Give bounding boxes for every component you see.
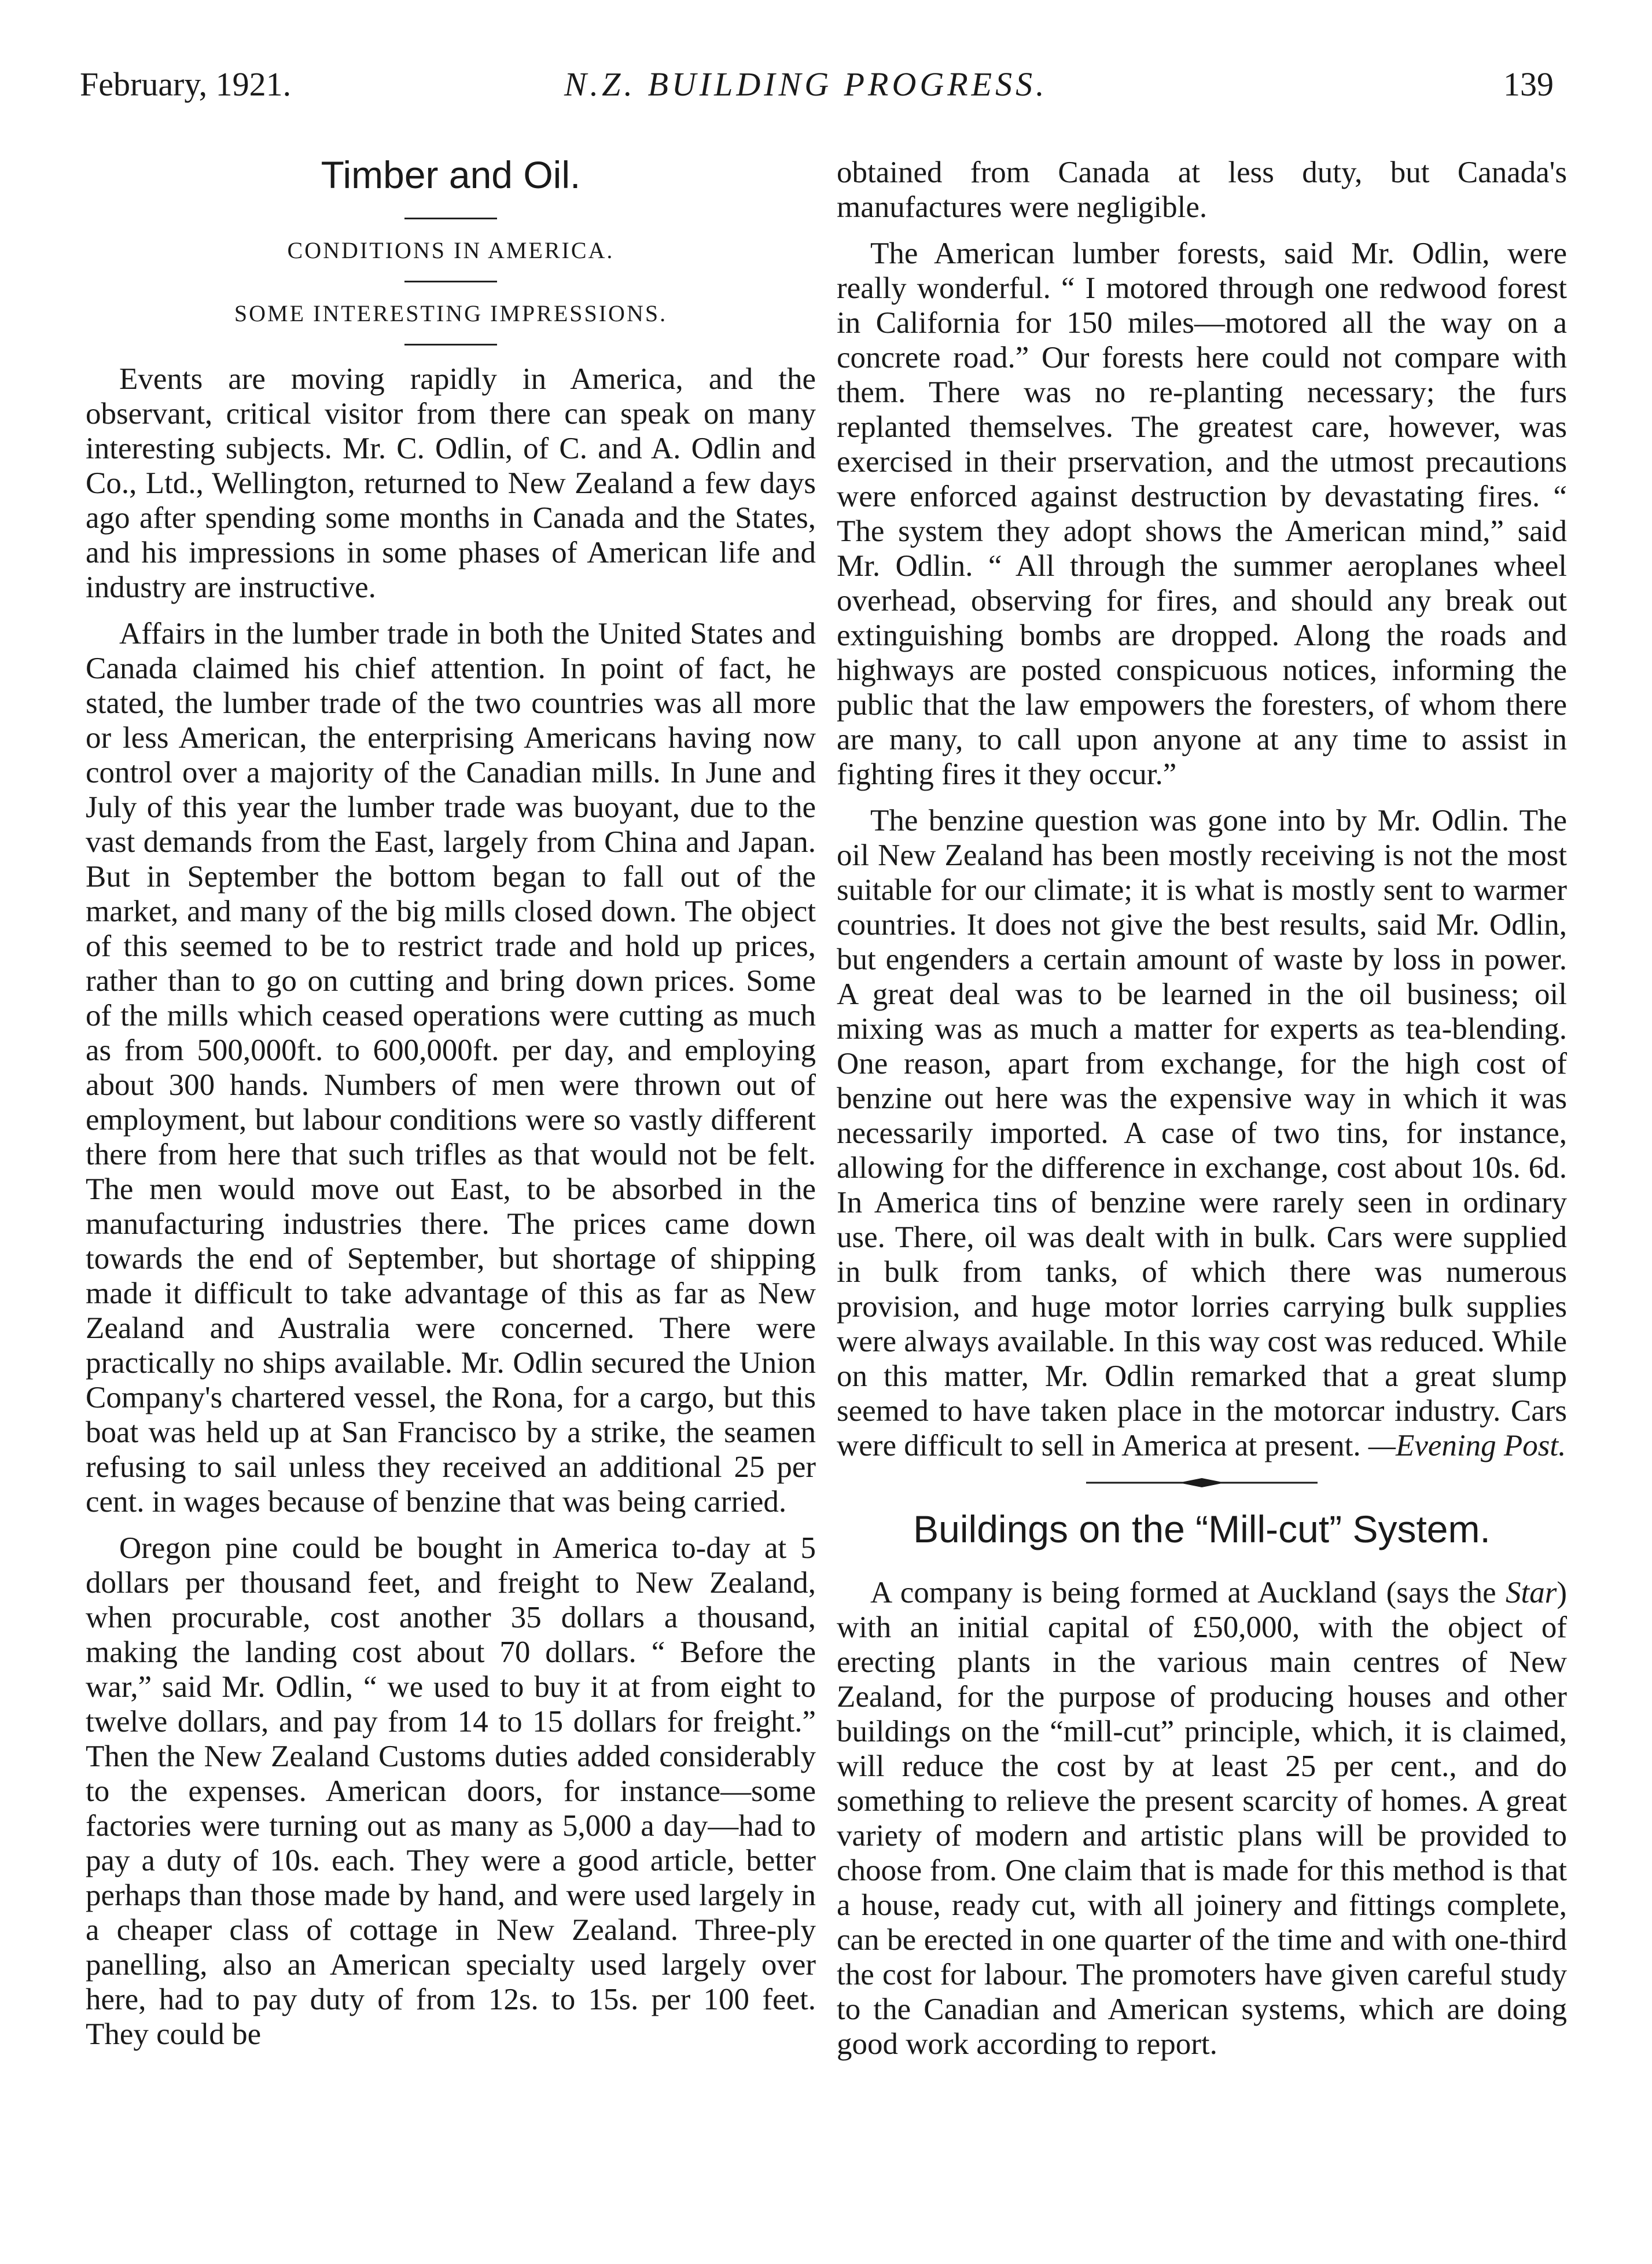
page-number: 139 xyxy=(1503,65,1554,103)
article-subhead: SOME INTERESTING IMPRESSIONS. xyxy=(234,300,668,326)
left-column xyxy=(86,152,816,2063)
issue-date: February, 1921. xyxy=(80,65,292,103)
divider-rule xyxy=(404,218,497,219)
article-title: Buildings on the “Mill-cut” System. xyxy=(913,1508,1491,1550)
paragraph: Affairs in the lumber trade in both the United States and Canada claimed his chief attention. In point of fact, he stated, the lumber trade of the two countries was all more or less American, the enterprising Americans having now control over a majority of the Canadian mills. In June and July of this year the lumber trade was buoyant, due to the vast demands from the East, largely from China and Japan. But in September the bottom began to fall out of the market, and many of the big mills closed down. The object of this seemed to be to restrict trade and hold up prices, rather than to go on cutting and bring down prices. Some of the mills which ceased operations were cutting as much as from 500,000ft. to 600,000ft. per day, and employing about 300 hands. Numbers of men were thrown out of employment, but labour conditions were so vastly different there from here that such trifles as that would not be felt. The men would move out East, to be absorbed in the manufacturing industries there. The prices came down towards the end of September, but shortage of shipping made it difficult to take advantage of this as far as New Zealand and Australia were concerned. There were practically no ships available. Mr. Odlin secured the Union Company's chartered vessel, the Rona, for a cargo, but this boat was held up at San Francisco by a strike, the seamen refusing to sail unless they received an additional 25 per cent. in wages because of benzine that was being carried. xyxy=(86,617,816,1519)
right-column xyxy=(837,155,1567,2073)
paragraph-text: A company is being formed at Auckland (says the xyxy=(870,1576,1506,1609)
source-credit: —Evening Post. xyxy=(1368,1429,1566,1462)
article-title: Timber and Oil. xyxy=(321,153,581,196)
paragraph: The American lumber forests, said Mr. Odlin, were really wonderful. “ I motored through one redwood forest in California for 150 miles—motored all the way on a concrete road.” Our forests here could not compare with them. There was no re-planting necessary; the furs replanted themselves. The greatest care, however, was exercised in their prservation, and the utmost precautions were enforced against destruction by devastating fires. “ The system they adopt shows the American mind,” said Mr. Odlin. “ All through the summer aeroplanes wheel overhead, observing for fires, and should any break out extinguishing bombs are dropped. Along the roads and highways are posted conspicuous notices, informing the public that the law empowers the foresters, of whom there are many, to call upon anyone at any time to assist in fighting fires it they occur.” xyxy=(837,237,1567,791)
newspaper-name: Star xyxy=(1505,1576,1557,1609)
paragraph-text: ) with an initial capital of £50,000, with the object of erecting plants in the various main centres of New Zealand, for the purpose of producing houses and other buildings on the “mill-cut” principle, which, it is claimed, will reduce the cost by at least 25 per cent., and do something to relieve the present scarcity of homes. A great variety of modern and artistic plans will be provided to choose from. One claim that is made for this method is that a house, ready cut, with all joinery and fittings complete, can be erected in one quarter of the time and with one-third the cost for labour. The promoters have given careful study to the Canadian and American systems, which are doing good work according to report. xyxy=(837,1576,1567,2061)
paragraph xyxy=(837,1575,1567,2061)
article-subhead: CONDITIONS IN AMERICA. xyxy=(287,237,615,263)
paragraph: Events are moving rapidly in America, and the observant, critical visitor from there can speak on many interesting subjects. Mr. C. Odlin, of C. and A. Odlin and Co., Ltd., Wellington, returned to New Zealand a few days ago after spending some months in Canada and the States, and his impressions in some phases of American life and industry are instructive. xyxy=(86,362,816,604)
paragraph: obtained from Canada at less duty, but Canada's manufactures were negligible. xyxy=(837,156,1567,224)
paragraph: Oregon pine could be bought in America to-day at 5 dollars per thousand feet, and freight to New Zealand, when procurable, cost another 35 dollars a thousand, making the landing cost about 70 dollars. “ Before the war,” said Mr. Odlin, “ we used to buy it at from eight to twelve dollars, and pay from 14 to 15 dollars for freight.” Then the New Zealand Customs duties added considerably to the expenses. American doors, for instance—some factories were turning out as many as 5,000 a day—had to pay a duty of 10s. each. They were a good article, better perhaps than those made by hand, and were used largely in a cheaper class of cottage in New Zealand. Three-ply panelling, also an American specialty used largely over here, had to pay duty of from 12s. to 15s. per 100 feet. They could be xyxy=(86,1531,816,2051)
divider-rule xyxy=(404,344,497,346)
running-head xyxy=(0,65,1652,117)
divider-rule xyxy=(404,281,497,282)
paragraph-text: The benzine question was gone into by Mr. Odlin. The oil New Zealand has been mostly receiving is not the most suitable for our climate; it is what is mostly sent to warmer countries. It does not give the best results, said Mr. Odlin, but engenders a certain amount of waste by loss in power. A great deal was to be learned in the oil business; oil mixing was as much a matter for experts as tea-blending. One reason, apart from exchange, for the high cost of benzine out here was the expensive way in which it was necessarily imported. A case of two tins, for instance, allowing for the difference in exchange, cost about 10s. 6d. In America tins of benzine were rarely seen in ordinary use. There, oil was dealt with in bulk. Cars were supplied in bulk from tanks, of which there was numerous provision, and huge motor lorries carrying bulk supplies were always available. In this way cost was reduced. While on this matter, Mr. Odlin remarked that a great slump seemed to have taken place in the motorcar industry. Cars were difficult to sell in America at present. xyxy=(837,804,1567,1462)
diamond-rule-ornament-icon xyxy=(1080,1476,1323,1490)
publication-title: N.Z. BUILDING PROGRESS. xyxy=(564,65,1048,103)
paragraph xyxy=(837,803,1567,1463)
